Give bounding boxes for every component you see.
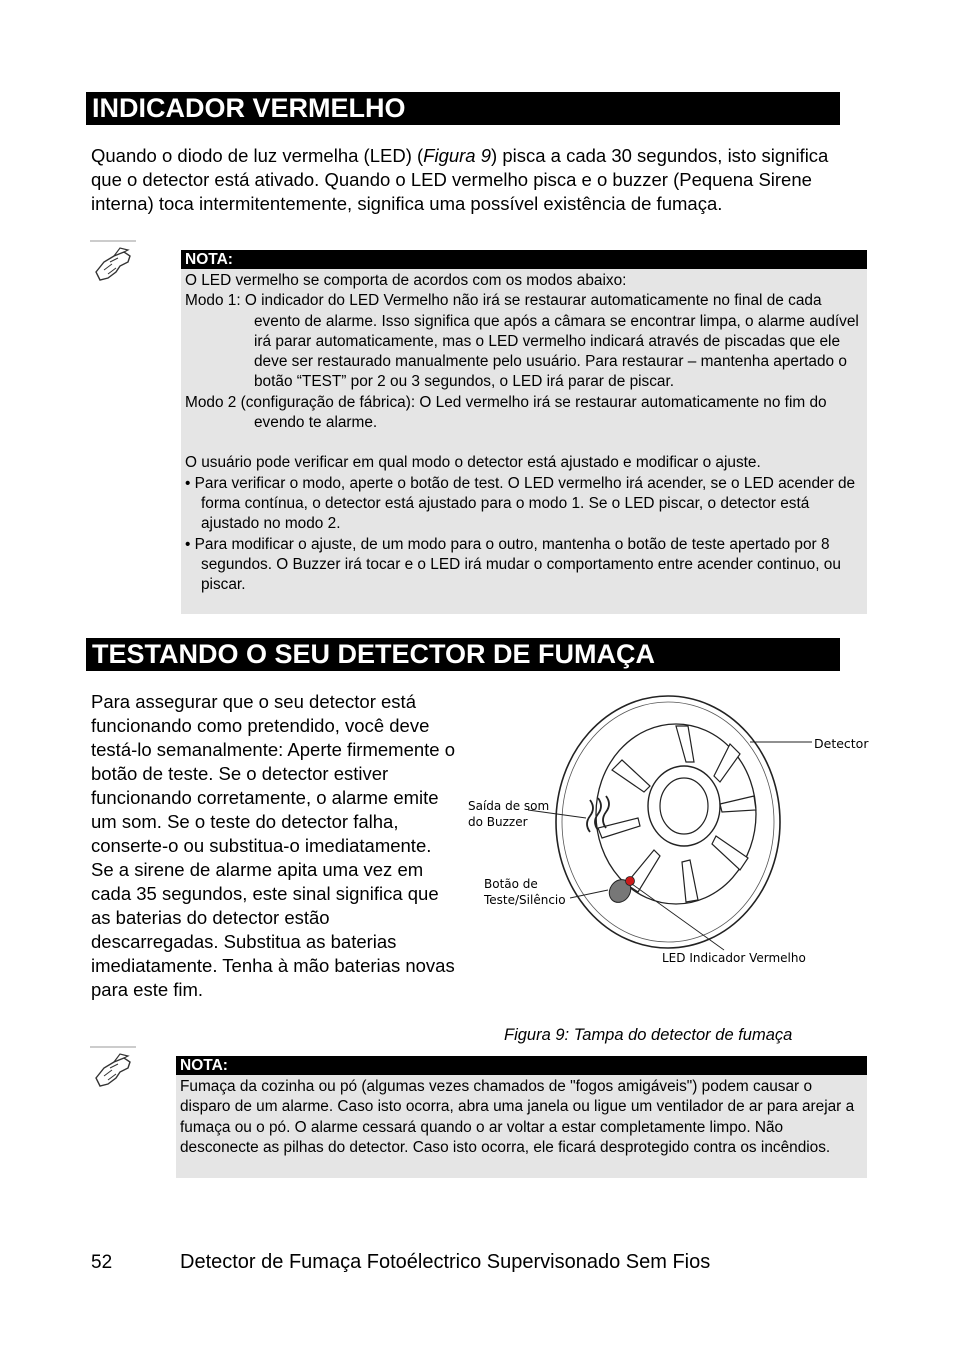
user-check-text: O usuário pode verificar em qual modo o detector está ajustado e modificar o ajuste. [185, 454, 761, 472]
smoke-detector-figure [462, 688, 882, 978]
red-led-dot [626, 877, 635, 886]
label-buzzer-2: do Buzzer [468, 815, 528, 829]
testing-paragraph: Para assegurar que o seu detector está funcionando como pretendido, você deve testá-lo semanalmente: Aperte firmemente o botão de teste. Se o detector estiver funcionando corretamente, o alarme emite um som. Se o teste do detector falha, conserte-o ou substitua-o imediatamente. Se a sirene de alarme apita uma vez em cada 35 segundos, este sinal significa que as baterias do detector estão descarregadas. Substitua as baterias imediatamente. Tenha à mão baterias novas para este fim. [91, 691, 456, 1000]
label-buzzer-1: Saída de som [468, 799, 550, 813]
mode-2-text: Modo 2 (configuração de fábrica): O Led vermelho irá se restaurar automaticamente no fim do evendo te alarme. [185, 393, 827, 432]
note-label: NOTA: [181, 250, 867, 269]
bullet-item: • Para modificar o ajuste, de um modo para o outro, mantenha o botão de teste apertado por 8 segundos. O Buzzer irá tocar e o LED irá mudar o comportamento entre acender continuo, ou piscar. [185, 535, 841, 594]
footer-title: Detector de Fumaça Fotoélectrico Supervisonado Sem Fios [180, 1251, 711, 1273]
mode-1-text: Modo 1: O indicador do LED Vermelho não irá se restaurar automaticamente no final de cada evento de alarme. Isso significa que após a câmara se encontrar limpa, o alarme audível irá parar automaticamente, mas o LED vermelho indicará através de piscadas que ele deve ser restaurado manualmente pelo usuário. Para restaurar – mantenha apertado o botão “TEST” por 2 ou 3 segundos, o LED irá parar de piscar. [185, 292, 859, 391]
note-text: Fumaça da cozinha ou pó (algumas vezes chamados de "fogos amigáveis") podem causar o disparo de um alarme. Caso isto ocorra, abra uma janela ou ligue um ventilador de ar para arejar a fumaça ou o pó. O alarme cessará quando o ar voltar a estar completamente limpo. Não desconecte as pilhas do detector. Caso isto ocorra, ele ficará desprotegido contra os incêndios. [180, 1078, 855, 1156]
intro-paragraph: Quando o diodo de luz vermelha (LED) (Figura 9) pisca a cada 30 segundos, isto significa que o detector está ativado. Quando o LED vermelho pisca e o buzzer (Pequena Sirene interna) toca intermitentemente, significa uma possível existência de fumaça. [91, 145, 829, 214]
label-button-1: Botão de [484, 877, 538, 891]
note-hand-icon [90, 240, 136, 288]
page-number: 52 [91, 1252, 113, 1273]
note-box-led-modes [181, 250, 867, 614]
label-detector: Detector [814, 736, 869, 751]
section-heading-testando-detector: TESTANDO O SEU DETECTOR DE FUMAÇA [86, 638, 840, 671]
note-line: O LED vermelho se comporta de acordos com os modos abaixo: [185, 272, 627, 289]
note-label: NOTA: [176, 1056, 867, 1075]
label-button-2: Teste/Silêncio [484, 893, 566, 907]
note-hand-icon [90, 1046, 136, 1094]
figure-reference: Figura 9 [423, 145, 492, 166]
bullet-item: • Para verificar o modo, aperte o botão de test. O LED vermelho irá acender, se o LED acender de forma contínua, o detector está ajustado para o modo 1. Se o LED piscar, o detector está ajustado no modo 2. [185, 474, 856, 533]
label-led: LED Indicador Vermelho [662, 951, 806, 965]
section-heading-indicador-vermelho: INDICADOR VERMELHO [86, 92, 840, 125]
note-box-friendly-fires [176, 1056, 867, 1178]
figure-caption: Figura 9: Tampa do detector de fumaça [504, 1026, 793, 1044]
